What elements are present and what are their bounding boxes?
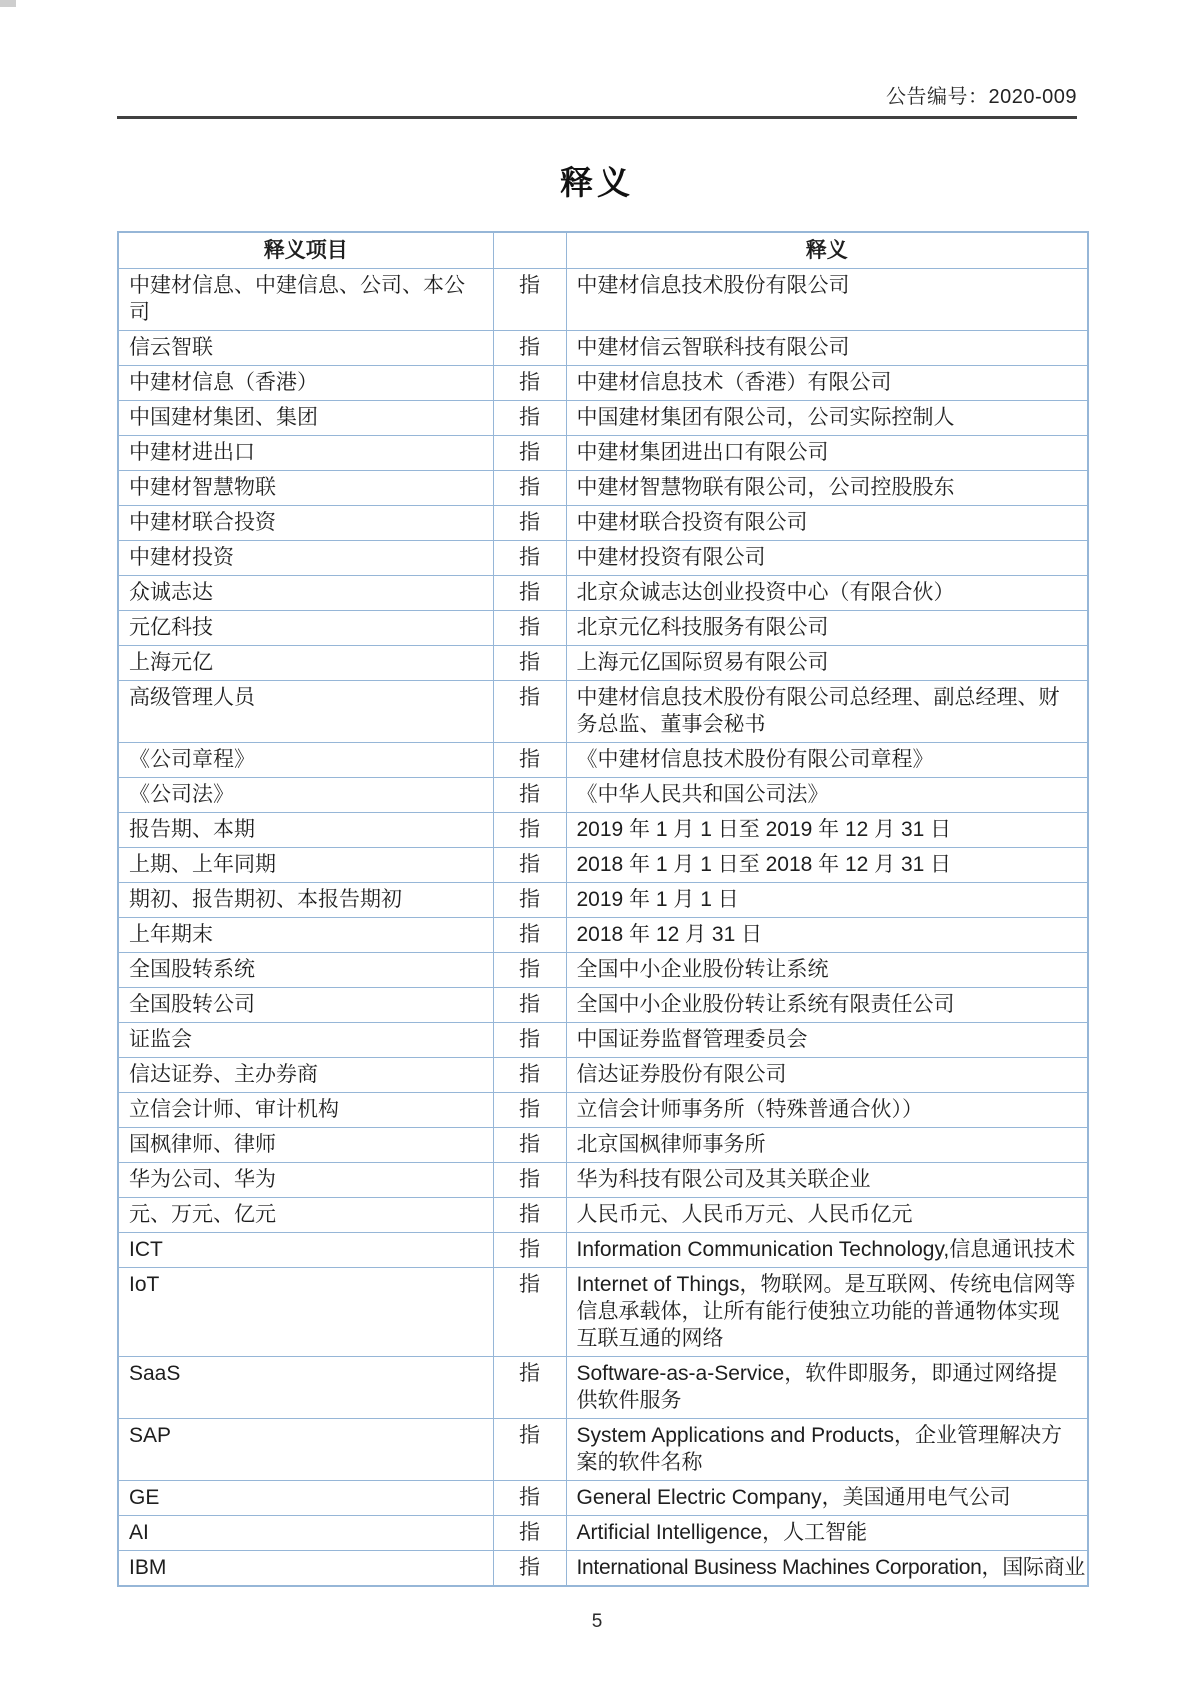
cell-definition: 中建材信息技术股份有限公司 — [566, 269, 1088, 331]
cell-mid: 指 — [493, 1233, 566, 1268]
cell-term: 元亿科技 — [118, 611, 493, 646]
cell-definition: 中建材信云智联科技有限公司 — [566, 331, 1088, 366]
table-row — [118, 778, 1088, 813]
cell-definition: 2019 年 1 月 1 日至 2019 年 12 月 31 日 — [566, 813, 1088, 848]
cell-term: 中建材进出口 — [118, 436, 493, 471]
cell-mid: 指 — [493, 366, 566, 401]
cell-mid: 指 — [493, 1481, 566, 1516]
cell-definition: 北京众诚志达创业投资中心（有限合伙） — [566, 576, 1088, 611]
cell-term: 证监会 — [118, 1023, 493, 1058]
cell-definition: 2019 年 1 月 1 日 — [566, 883, 1088, 918]
doc-number: 公告编号：2020-009 — [885, 86, 1077, 108]
cell-term: ICT — [118, 1233, 493, 1268]
cell-mid: 指 — [493, 506, 566, 541]
cell-mid: 指 — [493, 1023, 566, 1058]
page-number: 5 — [591, 1611, 603, 1632]
table-row — [118, 681, 1088, 743]
cell-definition: 上海元亿国际贸易有限公司 — [566, 646, 1088, 681]
table-row — [118, 1516, 1088, 1551]
table-row — [118, 541, 1088, 576]
table-row — [118, 1128, 1088, 1163]
cell-term: 中建材联合投资 — [118, 506, 493, 541]
definitions-table — [117, 231, 1089, 1587]
cell-mid: 指 — [493, 576, 566, 611]
cell-definition: 人民币元、人民币万元、人民币亿元 — [566, 1198, 1088, 1233]
cell-definition: 中建材信息技术股份有限公司总经理、副总经理、财务总监、董事会秘书 — [566, 681, 1088, 743]
table-row — [118, 269, 1088, 331]
cell-term: 《公司章程》 — [118, 743, 493, 778]
table-row — [118, 506, 1088, 541]
cell-mid: 指 — [493, 436, 566, 471]
cell-mid: 指 — [493, 1419, 566, 1481]
table-row — [118, 1357, 1088, 1419]
table-row — [118, 576, 1088, 611]
table-row — [118, 918, 1088, 953]
cell-mid: 指 — [493, 1058, 566, 1093]
cell-term: 上期、上年同期 — [118, 848, 493, 883]
cell-term: 中建材智慧物联 — [118, 471, 493, 506]
cell-term: 中国建材集团、集团 — [118, 401, 493, 436]
cell-definition: System Applications and Products，企业管理解决方案的软件名称 — [566, 1419, 1088, 1481]
cell-definition: 北京国枫律师事务所 — [566, 1128, 1088, 1163]
cell-term: 全国股转公司 — [118, 988, 493, 1023]
cell-definition: 中建材联合投资有限公司 — [566, 506, 1088, 541]
cell-term: 中建材投资 — [118, 541, 493, 576]
cell-mid: 指 — [493, 848, 566, 883]
cell-term: SAP — [118, 1419, 493, 1481]
cell-mid: 指 — [493, 743, 566, 778]
col-header-definition: 释义 — [566, 232, 1088, 269]
cell-definition: 全国中小企业股份转让系统有限责任公司 — [566, 988, 1088, 1023]
cell-term: 《公司法》 — [118, 778, 493, 813]
cell-mid: 指 — [493, 918, 566, 953]
scan-artifact — [0, 0, 16, 7]
cell-definition: 立信会计师事务所（特殊普通合伙）） — [566, 1093, 1088, 1128]
cell-definition: 中建材信息技术（香港）有限公司 — [566, 366, 1088, 401]
table-row — [118, 646, 1088, 681]
cell-term: 报告期、本期 — [118, 813, 493, 848]
cell-term: 高级管理人员 — [118, 681, 493, 743]
table-row — [118, 1481, 1088, 1516]
cell-definition: 信达证券股份有限公司 — [566, 1058, 1088, 1093]
cell-definition: International Business Machines Corporation，国际商业 — [566, 1551, 1088, 1587]
cell-term: GE — [118, 1481, 493, 1516]
cell-term: SaaS — [118, 1357, 493, 1419]
cell-definition: Internet of Things，物联网。是互联网、传统电信网等信息承载体，让所有能行使独立功能的普通物体实现互联互通的网络 — [566, 1268, 1088, 1357]
cell-definition: 2018 年 12 月 31 日 — [566, 918, 1088, 953]
table-row — [118, 1093, 1088, 1128]
cell-definition: Software-as-a-Service，软件即服务，即通过网络提供软件服务 — [566, 1357, 1088, 1419]
cell-term: 立信会计师、审计机构 — [118, 1093, 493, 1128]
cell-definition: 中国建材集团有限公司，公司实际控制人 — [566, 401, 1088, 436]
definitions-table-body — [118, 269, 1088, 1587]
cell-mid: 指 — [493, 953, 566, 988]
cell-mid: 指 — [493, 541, 566, 576]
cell-term: 上海元亿 — [118, 646, 493, 681]
cell-term: 全国股转系统 — [118, 953, 493, 988]
cell-mid: 指 — [493, 1163, 566, 1198]
cell-mid: 指 — [493, 883, 566, 918]
cell-term: 国枫律师、律师 — [118, 1128, 493, 1163]
cell-term: 上年期末 — [118, 918, 493, 953]
cell-term: AI — [118, 1516, 493, 1551]
table-row — [118, 1163, 1088, 1198]
cell-term: 信云智联 — [118, 331, 493, 366]
cell-mid: 指 — [493, 1268, 566, 1357]
cell-mid: 指 — [493, 331, 566, 366]
cell-definition: 中建材投资有限公司 — [566, 541, 1088, 576]
table-row — [118, 813, 1088, 848]
cell-mid: 指 — [493, 813, 566, 848]
table-row — [118, 1268, 1088, 1357]
table-row — [118, 953, 1088, 988]
cell-mid: 指 — [493, 1198, 566, 1233]
cell-definition: 中国证券监督管理委员会 — [566, 1023, 1088, 1058]
cell-term: IoT — [118, 1268, 493, 1357]
cell-definition: Artificial Intelligence，人工智能 — [566, 1516, 1088, 1551]
table-row — [118, 883, 1088, 918]
cell-mid: 指 — [493, 778, 566, 813]
table-row — [118, 331, 1088, 366]
table-row — [118, 366, 1088, 401]
page-title: 释义 — [560, 164, 634, 201]
cell-term: 中建材信息、中建信息、公司、本公司 — [118, 269, 493, 331]
cell-mid: 指 — [493, 401, 566, 436]
cell-term: 华为公司、华为 — [118, 1163, 493, 1198]
cell-definition: 北京元亿科技服务有限公司 — [566, 611, 1088, 646]
table-row — [118, 848, 1088, 883]
cell-mid: 指 — [493, 1516, 566, 1551]
table-row — [118, 1419, 1088, 1481]
cell-mid: 指 — [493, 1093, 566, 1128]
cell-definition: 中建材集团进出口有限公司 — [566, 436, 1088, 471]
cell-mid: 指 — [493, 1128, 566, 1163]
cell-mid: 指 — [493, 646, 566, 681]
cell-definition: 华为科技有限公司及其关联企业 — [566, 1163, 1088, 1198]
col-header-mid — [493, 232, 566, 269]
table-row — [118, 1233, 1088, 1268]
table-row — [118, 436, 1088, 471]
table-row — [118, 743, 1088, 778]
table-row — [118, 611, 1088, 646]
document-page — [117, 0, 1085, 1633]
cell-term: IBM — [118, 1551, 493, 1587]
cell-definition: 《中华人民共和国公司法》 — [566, 778, 1088, 813]
cell-term: 信达证券、主办券商 — [118, 1058, 493, 1093]
col-header-term: 释义项目 — [118, 232, 493, 269]
table-row — [118, 401, 1088, 436]
table-row — [118, 988, 1088, 1023]
cell-mid: 指 — [493, 988, 566, 1023]
cell-definition: General Electric Company，美国通用电气公司 — [566, 1481, 1088, 1516]
header-rule — [117, 116, 1077, 119]
cell-mid: 指 — [493, 611, 566, 646]
table-row — [118, 1023, 1088, 1058]
cell-mid: 指 — [493, 1357, 566, 1419]
cell-mid: 指 — [493, 269, 566, 331]
cell-mid: 指 — [493, 681, 566, 743]
cell-term: 元、万元、亿元 — [118, 1198, 493, 1233]
cell-mid: 指 — [493, 1551, 566, 1587]
cell-term: 中建材信息（香港） — [118, 366, 493, 401]
cell-mid: 指 — [493, 471, 566, 506]
cell-definition: 全国中小企业股份转让系统 — [566, 953, 1088, 988]
cell-term: 众诚志达 — [118, 576, 493, 611]
cell-definition: 2018 年 1 月 1 日至 2018 年 12 月 31 日 — [566, 848, 1088, 883]
cell-term: 期初、报告期初、本报告期初 — [118, 883, 493, 918]
cell-definition: Information Communication Technology,信息通讯技术 — [566, 1233, 1088, 1268]
table-row — [118, 471, 1088, 506]
table-header-row — [118, 232, 1088, 269]
table-row — [118, 1551, 1088, 1587]
cell-definition: 《中建材信息技术股份有限公司章程》 — [566, 743, 1088, 778]
table-row — [118, 1198, 1088, 1233]
cell-definition: 中建材智慧物联有限公司，公司控股股东 — [566, 471, 1088, 506]
table-row — [118, 1058, 1088, 1093]
